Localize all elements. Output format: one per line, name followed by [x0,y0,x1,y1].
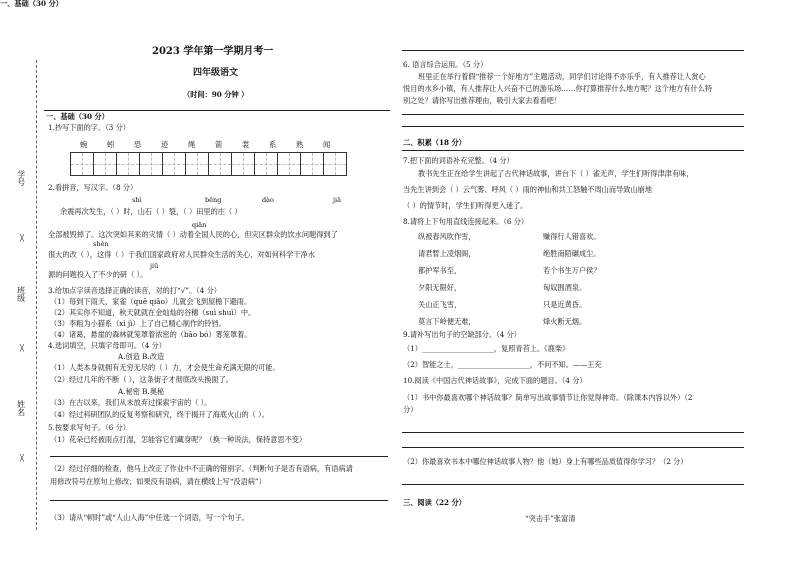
section-divider [402,150,744,151]
side-cut-mark: ╳ [20,234,24,242]
q8-right[interactable]: 若个书生万户侯？ [543,266,601,275]
answer-line[interactable] [402,447,744,448]
q10-item: （2）你最喜欢书本中哪位神话故事人物？他（她）身上有哪些品质值得你学习？（2 分） [403,457,688,466]
copy-char: 迹 [161,140,169,149]
section-1-heading-text: 一、基础（30 分） [46,112,109,121]
q7-text: 当先生讲到会（ ）云气雾、呼风（ ）雨的神仙和共工怒触不周山而导致山崩地 [403,185,652,194]
question-6: 6. 语言综合运用。（5 分） [403,60,488,69]
q9-item[interactable]: （2）智能之士，____________________，不问不知。——王充 [403,360,602,369]
section-2-heading: 二、积累（18 分） [403,138,466,147]
copy-char: 蚓 [107,140,115,149]
q8-right[interactable]: 烽火断无烟。 [543,317,587,326]
question-10: 10.阅读《中国古代神话故事》，完成下面的题目。（4 分） [403,376,587,385]
copy-char: 裳 [242,140,250,149]
copy-char: 熟 [296,140,304,149]
pinyin: shèn [93,240,109,248]
q8-left[interactable]: 都护军书至， [418,266,462,275]
q7-text: （ ）的情节时，学生们听得更入迷了。 [403,201,528,210]
q4-item: （4）经过科研团队的反复考察和研究，终于揭开了海底火山的（ ）。 [50,410,269,419]
q8-right[interactable]: 绝胜南陌碾成尘。 [543,249,601,258]
q8-left[interactable]: 请君暂上凌烟阁， [418,249,476,258]
pinyin: shì [132,196,142,204]
question-5: 5.按要求写句子。（6 分） [48,423,130,432]
q4-item: （2）经过几年的不断（ ），这条街子才彻底改头换面了。 [50,375,233,384]
pinyin: jiā [333,196,341,204]
q3-item: （2）其实你不知道，秋天就就在金灿灿的谷穗（suì shuì）中。 [50,308,256,317]
side-cut-mark: ╳ [20,344,24,352]
q10-item: 分） [403,405,418,414]
answer-line[interactable] [402,50,744,51]
q2-line: 余震再次发生，（ ）时，山石（ ）裂，（ ）田里的庄（ ） [60,207,242,216]
q2-line: 很大的改（ ），这得（ ）于我们国家政府对人民群众生活的关心，对如何科学干净水 [48,250,315,259]
pinyin: bēng [205,196,222,204]
q5-item: （3）请从“顿时”或“人山人海”中任选一个词语，写一个句子。 [50,513,249,522]
q2-line: 全部被毁掉了。这次突如其来的灾情（ ）动着全国人民的心，但灾区群众的饮水问题得到了 [48,230,338,239]
question-1: 1.抄写下面的字。（3 分） [48,123,130,132]
writing-grid[interactable] [70,152,346,176]
q9-item[interactable]: （1）____________________，复照青苔上。《鹿柴》 [403,344,570,353]
section-divider [44,110,390,111]
exam-subject: 四年级语文 [193,68,239,78]
q6-text: 别之处？请你写出推荐理由，吸引大家去看看吧！ [403,96,562,105]
q8-right[interactable]: 赚得行人错喜欢。 [543,232,601,241]
q5-item: （2）经过仔细的检查，他马上改正了作业中不正确的错别字。（判断句子是否有语病，有语病请 [50,464,353,473]
question-8: 8.请将上下句用直线连接起来。（6 分） [403,217,529,226]
q8-right[interactable]: 只是近黄昏。 [543,300,587,309]
q3-item: （4）诸葛，悬崖的森林就笼罩着浓密的（bāo bó）雾笼罩着。 [50,330,252,339]
answer-line[interactable] [402,432,744,433]
copy-char: 闻 [323,140,331,149]
answer-line[interactable] [402,484,744,485]
q8-right[interactable]: 匈奴围酒泉。 [543,283,587,292]
q2-line: 源的问题投入了不少的研（ ）。 [48,270,148,279]
side-label-class: 班级 [16,286,26,302]
q4-item: （1）人类本身就拥有无穷无尽的（ ）力，才会使生命充满无限的可能。 [50,363,280,372]
q3-item: （3）李粗为小猫系（xì jì）上了自己精心制作的铃铛。 [50,319,226,328]
section-3-heading: 三、阅读（22 分） [403,498,466,507]
answer-line[interactable] [50,500,388,501]
q7-text: 教书先生正在给学生讲起了古代神话故事，讲台下（ ）雀无声，学生们听得津津有味， [418,169,694,178]
pinyin: dào [262,196,274,204]
answer-line[interactable] [402,114,744,115]
question-4: 4.选词填空，只填字母即可。（4 分） [48,341,166,350]
exam-title: 2023 学年第一学期月考一 [152,46,274,57]
side-cut-mark: ╳ [20,454,24,462]
q4-item: （3）在古以来，我们从未放弃过探索宇宙的（ ）。 [50,398,212,407]
q8-left[interactable]: 夕阳无限好， [418,283,462,292]
passage-title: “突击手”张富清 [525,514,576,523]
pinyin: qiān [192,221,207,229]
q8-left[interactable]: 莫言下岭便无难， [418,317,476,326]
copy-char: 蜿 [80,140,88,149]
fold-line [36,60,37,530]
copy-char: 箭 [215,140,223,149]
answer-line[interactable] [402,126,744,127]
copy-char: 绳 [188,140,196,149]
q6-text: 悦目的水乡小镇，有人推荐让人兴奋不已的游乐场……你打算推荐什么地方呢？这个地方有什么特 [403,84,713,93]
copy-char: 系 [269,140,277,149]
exam-time: （时间：90 分钟 ） [183,90,249,99]
answer-line[interactable] [50,456,388,457]
q4-options: A.创造 B.改造 [118,352,165,361]
side-label-name: 姓名 [16,400,26,416]
question-7: 7.把下面的词语补充完整。（4 分） [403,156,514,165]
question-3: 3.给加点字读音选择正确的读音，对的打“√”。（4 分） [48,286,221,295]
copy-char: 恐 [134,140,142,149]
q5-item: （1）花朵已经被雨点打湿，怎能容它们藏身呢？（换一种说法，保持意思不变） [50,435,307,444]
question-9: 9.请补写出句子的空缺部分。（4 分） [403,330,521,339]
pinyin: jiū [150,262,159,270]
q10-item: （1）书中你最喜欢哪个神话故事？简单写出故事情节让你觉得神奇。（除课本内容以外）（2 [403,393,693,402]
q6-text: 班里正在举行着假“推荐一个好地方”主题活动，同学们讨论得不亦乐乎，有人推荐让人赏心 [418,72,706,81]
section-1-heading: 一、基础（30 分） [0,0,63,8]
q8-left[interactable]: 关山正飞雪， [418,300,462,309]
q3-item: （1）每到下雨天，家雀（quē qiǎo）儿就会飞到屋檐下避雨。 [50,297,252,306]
side-label-student-id: 学号 [16,170,26,186]
question-2: 2.看拼音，写汉字。（8 分） [48,183,138,192]
q4-options: A.秘密 B.奥秘 [118,387,165,396]
q8-left[interactable]: 纵被春风吹作雪， [418,232,476,241]
q5-item: 用修改符号在原句上修改；如果没有语病，请在横线上写“没语病”） [50,477,266,486]
